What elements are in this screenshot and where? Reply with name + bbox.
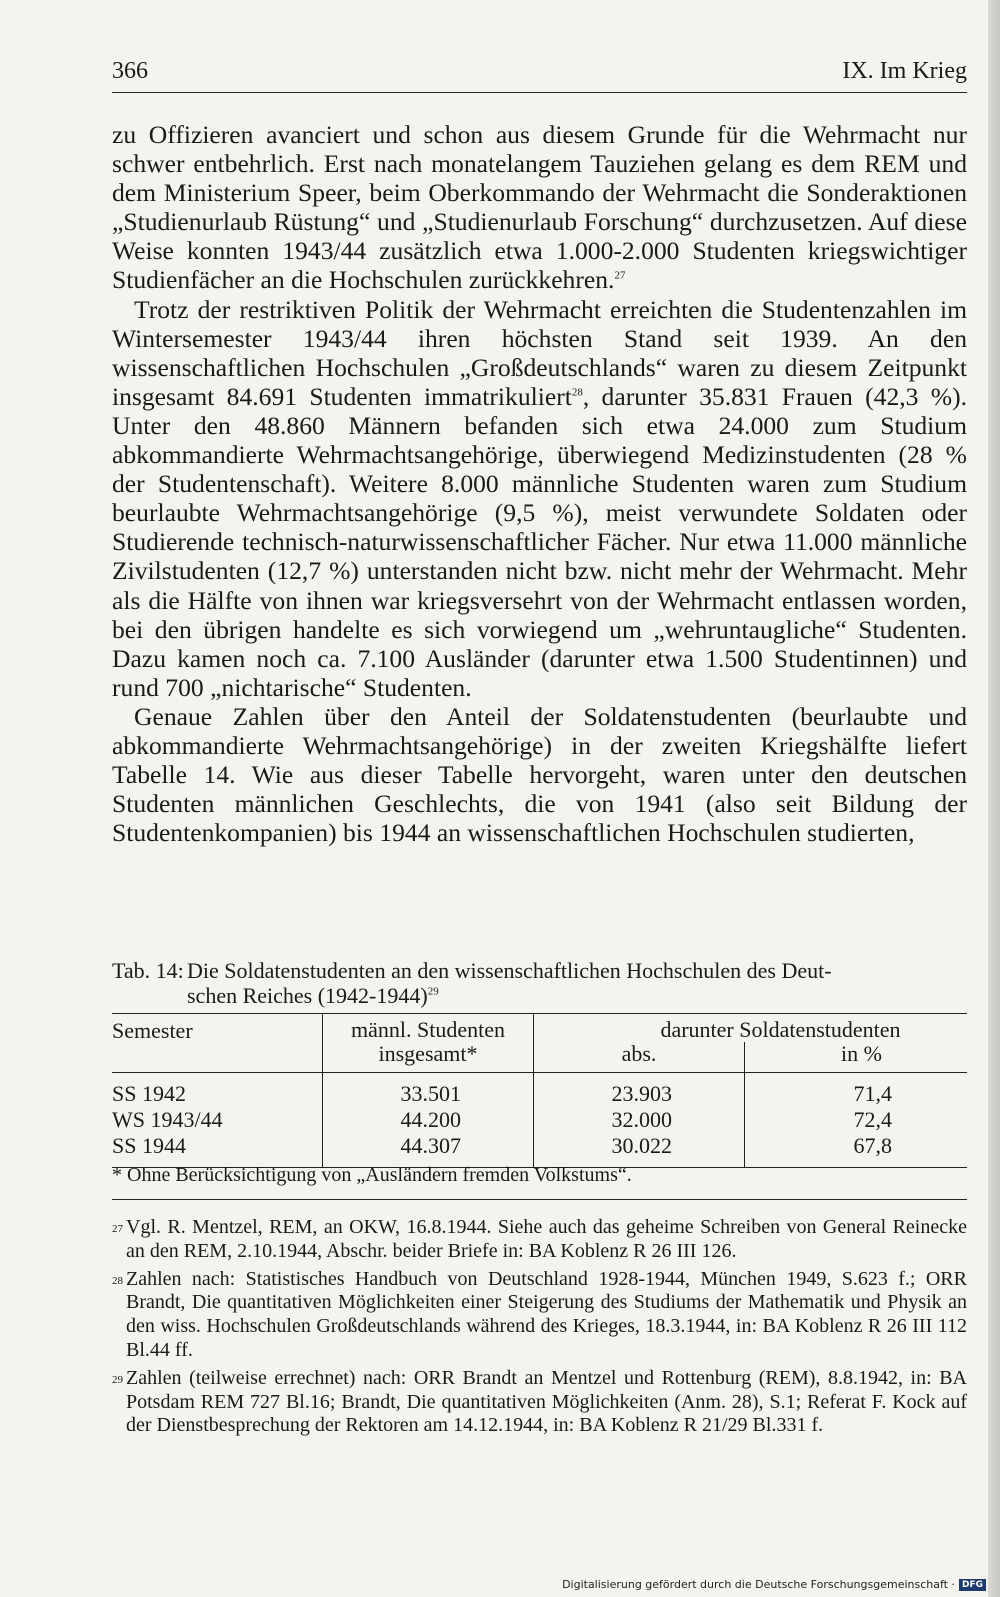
body-text (112, 120, 967, 847)
caption-line-2: schen Reiches (1942-1944) (187, 983, 428, 1008)
caption-line-1: Die Soldatenstudenten an den wissenschaftlichen Hochschulen des Deut- (187, 958, 832, 983)
running-head: IX. Im Krieg (842, 58, 967, 84)
cell-total: 33.501 (323, 1073, 534, 1108)
caption-line-2-wrap (112, 983, 967, 1008)
table-caption (112, 958, 967, 1008)
header-abs: abs. (534, 1042, 745, 1073)
footnote-number: 29 (112, 1373, 123, 1386)
digitization-credit (562, 1578, 986, 1591)
cell-abs: 32.000 (534, 1107, 745, 1133)
page-header (112, 56, 967, 93)
footnote-number: 27 (112, 1223, 123, 1235)
footnote-28 (112, 1268, 967, 1363)
page-edge (988, 0, 1000, 1597)
table-row (112, 1107, 967, 1133)
cell-abs: 30.022 (534, 1133, 745, 1168)
cell-total: 44.200 (323, 1107, 534, 1133)
table-footnote: * Ohne Berücksichtigung von „Ausländern fremden Volkstums“. (112, 1164, 632, 1186)
credit-text: Digitalisierung gefördert durch die Deutsche Forschungsgemeinschaft · (562, 1578, 955, 1591)
paragraph-text: zu Offizieren avanciert und schon aus diesem Grunde für die Wehrmacht nur schwer entbehrlich. Erst nach monatelangem Tauziehen gelang es dem REM und dem Ministerium Speer, beim Oberkommando der Wehrmacht die Sonderaktionen „Studienurlaub Rüstung“ und „Studienurlaub Forschung“ durchzusetzen. Auf diese Weise konnten 1943/44 zusätzlich etwa 1.000-2.000 Studenten kriegswichtiger Studienfächer an die Hochschulen zurückkehren. (112, 120, 967, 295)
footnote-ref-28: 28 (571, 386, 583, 399)
paragraph-3 (112, 702, 967, 847)
cell-abs: 23.903 (534, 1073, 745, 1108)
cell-semester: SS 1942 (112, 1081, 186, 1106)
header-pct: in % (745, 1042, 968, 1073)
cell-pct: 72,4 (745, 1107, 968, 1133)
cell-semester: SS 1944 (112, 1133, 186, 1158)
footnotes-divider (112, 1199, 967, 1200)
footnote-text: Zahlen nach: Statistisches Handbuch von Deutschland 1928-1944, München 1949, S.623 f.; ORR Brandt, Die quantitativen Möglichkeiten einer Steigerung des Studiums der Mathematik und Physik an den wiss. Hochschulen Großdeutschlands während des Krieges, 18.3.1944, in: BA Koblenz R 26 III 112 Bl.44 ff. (126, 1267, 967, 1361)
header-semester: Semester (112, 1018, 193, 1043)
paragraph-1 (112, 120, 967, 295)
footnotes (112, 1216, 967, 1442)
paragraph-text: Genaue Zahlen über den Anteil der Soldatenstudenten (beurlaubte und abkommandierte Wehrmachtsangehörige) in der zweiten Kriegshälfte liefert Tabelle 14. Wie aus dieser Tabelle hervorgeht, waren unter den deutschen Studenten männlichen Geschlechts, die von 1941 (also seit Bildung der Studentenkompanien) bis 1944 an wissenschaftlichen Hochschulen studierten, (112, 701, 967, 848)
footnote-text: Zahlen (teilweise errechnet) nach: ORR Brandt an Mentzel und Rottenburg (REM), 8.8.1942, in: BA Potsdam REM 727 Bl.16; Brandt, Die quantitativen Möglichkeiten (Anm. 28), S.1; Referat F. Kock auf der Dienstbesprechung der Rektoren am 14.12.1944, in: BA Koblenz R 21/29 Bl.331 f. (126, 1366, 967, 1437)
cell-pct: 71,4 (745, 1073, 968, 1108)
table-row (112, 1073, 967, 1108)
footnote-29 (112, 1367, 967, 1438)
dfg-logo-icon: DFG (959, 1579, 986, 1591)
header-total: männl. Studenten insgesamt* (323, 1014, 534, 1073)
header-soldier-group: darunter Soldatenstudenten (534, 1014, 968, 1043)
cell-pct: 67,8 (745, 1133, 968, 1168)
cell-semester: WS 1943/44 (112, 1107, 223, 1132)
paragraph-text: Trotz der restriktiven Politik der Wehrmacht erreichten die Studentenzahlen im Wintersemester 1943/44 ihren höchsten Stand seit 1939. An den wissenschaftlichen Hochschulen „Großdeutschlands“ waren zu diesem Zeitpunkt insgesamt 84.691 Studenten immatrikuliert (112, 294, 967, 411)
cell-total: 44.307 (323, 1133, 534, 1168)
paragraph-text: , darunter 35.831 Frauen (42,3 %). Unter den 48.860 Männern befanden sich etwa 24.000 zum Studium abkommandierte Wehrmachtsangehörige, überwiegend Medizinstudenten (28 % der Studentenschaft). Weitere 8.000 männliche Studenten waren zum Studium beurlaubte Wehrmachtsangehörige (9,5 %), meist verwundete Soldaten oder Studierende technisch-naturwissenschaftlicher Fächer. Nur etwa 11.000 männliche Zivilstudenten (12,7 %) unterstanden nicht bzw. nicht mehr der Wehrmacht. Mehr als die Hälfte von ihnen war kriegsversehrt von der Wehrmacht entlassen worden, bei den übrigen handelte es sich vorwiegend um „wehruntaugliche“ Studenten. Dazu kamen noch ca. 7.100 Ausländer (darunter etwa 1.500 Studentinnen) und rund 700 „nichtarische“ Studenten. (112, 381, 967, 702)
soldier-students-table (112, 1013, 967, 1168)
footnote-ref-27: 27 (614, 269, 626, 282)
paragraph-2 (112, 295, 967, 702)
page-number: 366 (112, 58, 148, 84)
footnote-27 (112, 1216, 967, 1264)
footnote-text: Vgl. R. Mentzel, REM, an OKW, 16.8.1944. Siehe auch das geheime Schreiben von General Reinecke an den REM, 2.10.1944, Abschr. beider Briefe in: BA Koblenz R 26 III 126. (126, 1216, 967, 1262)
table-label: Tab. 14: (112, 958, 184, 983)
footnote-ref-29: 29 (427, 985, 439, 998)
footnote-number: 28 (112, 1274, 123, 1287)
